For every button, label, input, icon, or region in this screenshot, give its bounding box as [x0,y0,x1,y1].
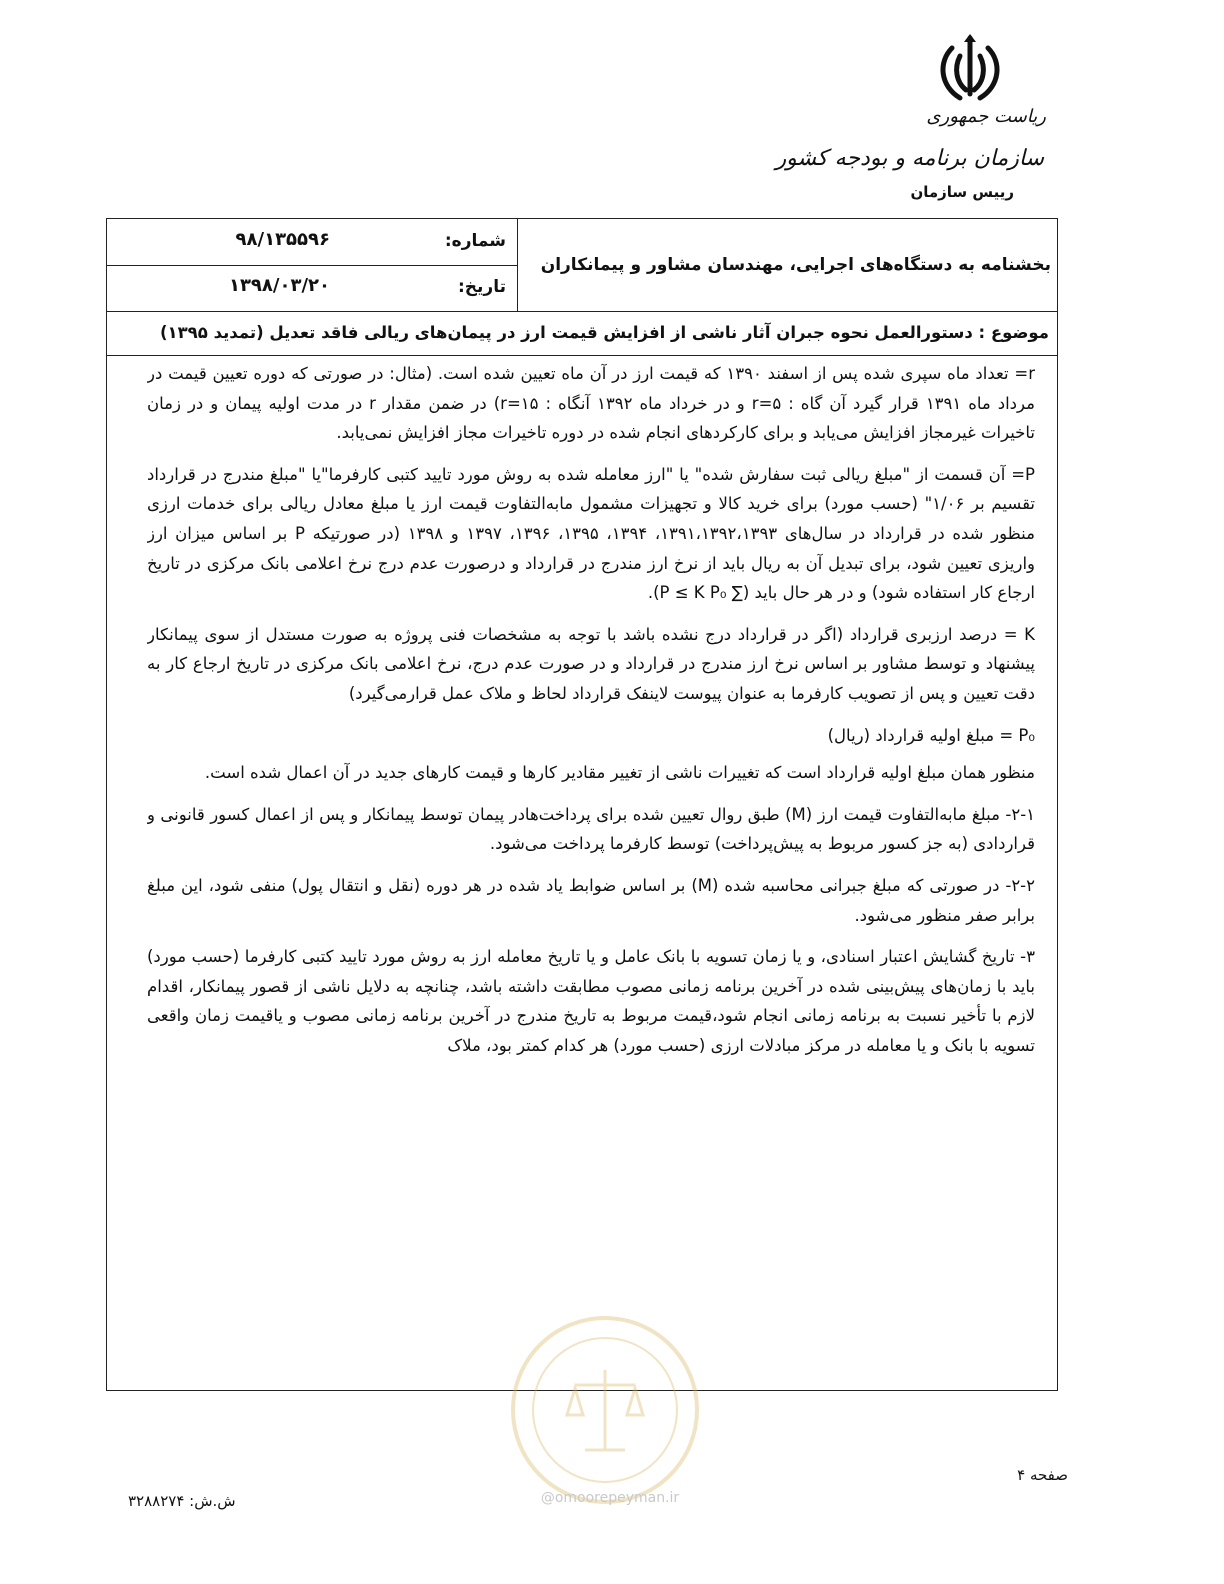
header-row [107,219,1057,312]
body-text [147,359,1035,1389]
header-meta [107,219,518,311]
number-label: شماره: [444,231,506,251]
number-value: ۹۸/۱۳۵۵۹۶ [235,229,330,250]
document-frame [106,218,1058,1391]
paragraph-2-1: ۲-۱- مبلغ مابه‌التفاوت قیمت ارز (M) طبق روال تعیین شده برای پرداخت‌هادر پیمان توسط پیمانکار و پس از اعمال کسور قانونی و قراردادی (به جز کسور مربوط به پیش‌پرداخت) توسط کارفرما پرداخت می‌شود. [147,804,1035,854]
org-line-head: رییس سازمان [910,183,1014,201]
iran-emblem-icon [930,28,1010,108]
paragraph-p0-note: منظور همان مبلغ اولیه قرارداد است که تغییرات ناشی از تغییر مقادیر کارها و قیمت کارهای جدید در آن اعمال شده است. [204,763,1035,783]
watermark-text: @omoorepeyman.ir [540,1490,680,1506]
org-line-presidency: ریاست جمهوری [926,106,1046,127]
paragraph-2-2: ۲-۲- در صورتی که مبلغ جبرانی محاسبه شده (M) بر اساس ضوابط یاد شده در هر دوره (نقل و انتقال پول) منفی شود، این مبلغ برابر صفر منظور می‌شود. [147,875,1035,925]
paragraph-p-definition: P= آن قسمت از "مبلغ ریالی ثبت سفارش شده" یا "ارز معامله شده به روش مورد تایید کتبی کارفرما"یا "مبلغ مندرج در قرارداد تقسیم بر ۱/۰۶" (حسب مورد) برای خرید کالا و تجهیزات مشمول مابه‌التفاوت قیمت ارز یا مبلغ معادل ریالی برای خدمات ارزی منظور شده در قرارداد در سال‌های ۱۳۹۱،۱۳۹۲،۱۳۹۳، ۱۳۹۴، ۱۳۹۵، ۱۳۹۶، ۱۳۹۷ و ۱۳۹۸ (در صورتیکه P بر اساس میزان ارز واریزی تعیین شود، برای تبدیل آن به ریال باید از نرخ ارز مندرج در قرارداد و درصورت عدم درج نرخ اعلامی بانک مرکزی در تاریخ ارجاع کار استفاده شود) و در هر حال باید (∑ P ≤ K P₀). [147,464,1035,603]
org-line-organization: سازمان برنامه و بودجه کشور [775,146,1044,171]
paragraph-r-definition: r= تعداد ماه سپری شده پس از اسفند ۱۳۹۰ که قیمت ارز در آن ماه تعیین شده است. (مثال: در صورتی که دوره تعیین قیمت در مرداد ماه ۱۳۹۱ قرار گیرد آن گاه : r=۵ و در خرداد ماه ۱۳۹۲ آنگاه : r=۱۵) در ضمن مقدار r در مدت اولیه پیمان و در زمان تاخیرات غیرمجاز افزایش می‌یابد و برای کارکردهای انجام شده در دوره تاخیرات مجاز افزایش نمی‌یابد. [147,364,1035,443]
circular-title: بخشنامه به دستگاه‌های اجرایی، مهندسان مشاور و پیمانکاران [517,219,1057,311]
paragraph-k-definition: K = درصد ارزبری قرارداد (اگر در قرارداد درج نشده باشد با توجه به مشخصات فنی پروژه به صورت مستدل از سوی پیمانکار پیشنهاد و توسط مشاور بر اساس نرخ ارز مندرج در قرارداد و در صورت عدم درج، نرخ اعلامی بانک مرکزی در تاریخ ارجاع کار به دقت تعیین و پس از تصویب کارفرما به عنوان پیوست لاینفک قرارداد لحاظ و ملاک عمل قرارمی‌گیرد) [147,624,1035,703]
serial-number: ش.ش: ۳۲۸۸۲۷۴ [128,1492,236,1510]
scales-seal-watermark-icon [505,1310,705,1510]
page-number: صفحه ۴ [1017,1466,1068,1484]
date-cell [107,265,518,311]
paragraph-3: ۳- تاریخ گشایش اعتبار اسنادی، و یا زمان تسویه با بانک عامل و یا تاریخ معامله ارز به روش مورد تایید کتبی کارفرما (حسب مورد) باید با زمان‌های پیش‌بینی شده در آخرین برنامه زمانی مصوب مطابقت داشته باشد، چنانچه به دلایل ناشی از قصور پیمانکار، اقدام لازم با تأخیر نسبت به برنامه زمانی انجام شود،قیمت مربوط به تاریخ مندرج در آخرین برنامه زمانی مصوب و یاقیمت زمان واقعی تسویه با بانک و یا معامله در مرکز مبادلات ارزی (حسب مورد) هر کدام کمتر بود، ملاک [147,947,1035,1055]
paragraph-p0-definition: P₀ = مبلغ اولیه قرارداد (ریال) [827,725,1035,745]
date-label: تاریخ: [458,277,506,297]
date-value: ۱۳۹۸/۰۳/۲۰ [228,275,330,296]
number-cell [107,219,518,266]
subject-line: موضوع : دستورالعمل نحوه جبران آثار ناشی از افزایش قیمت ارز در پیمان‌های ریالی فاقد تعدیل (تمدید ۱۳۹۵) [107,311,1057,356]
